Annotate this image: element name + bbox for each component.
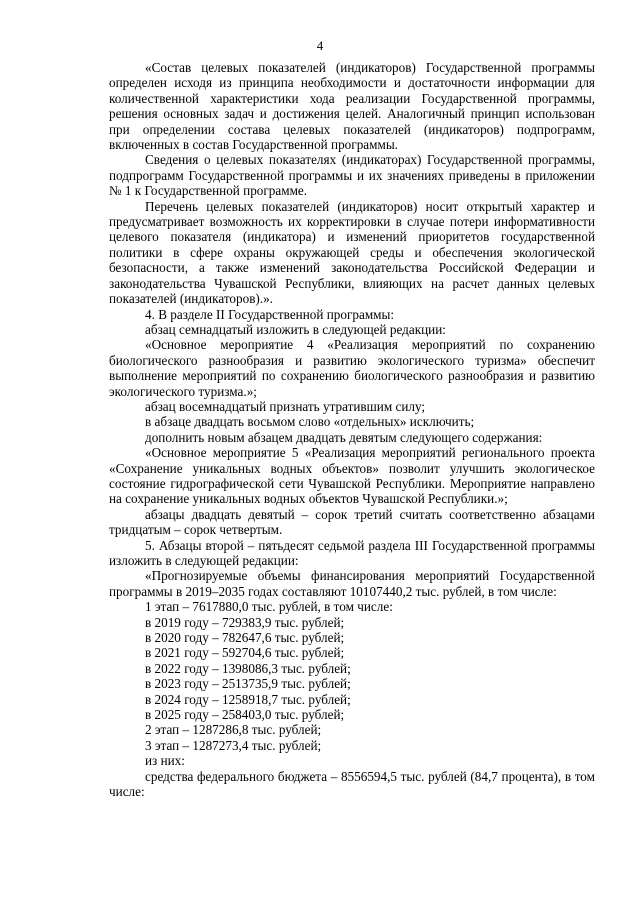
paragraph-amend-17: абзац семнадцатый изложить в следующей редакции: <box>145 321 446 337</box>
paragraph-stage-3: 3 этап – 1287273,4 тыс. рублей; <box>145 737 322 753</box>
page-number: 4 <box>316 38 324 53</box>
paragraph-indicators-composition: «Состав целевых показателей (индикаторов) Государственной программы определен исходя из принципа необходимости и достаточности информации для количественной характеристики хода реализации Государственной программы, решения основных задач и достижения целей. Аналогичный принцип использован при определении состава целевых показателей (индикаторов) подпрограмм, включенных в состав Государственной программы. <box>109 60 595 153</box>
list-item-2019: в 2019 году – 729383,9 тыс. рублей; <box>145 614 345 630</box>
list-item-2024: в 2024 году – 1258918,7 тыс. рублей; <box>145 691 351 707</box>
list-item-2023: в 2023 году – 2513735,9 тыс. рублей; <box>145 676 351 692</box>
paragraph-funding-total: «Прогнозируемые объемы финансирования мероприятий Государственной программы в 2019–2035 годах составляют 10107440,2 тыс. рублей, в том числе: <box>109 568 595 599</box>
paragraph-amend-28: в абзаце двадцать восьмом слово «отдельных» исключить; <box>145 414 475 430</box>
paragraph-section-2-heading: 4. В разделе II Государственной программы: <box>145 306 395 322</box>
paragraph-federal-budget: средства федерального бюджета – 8556594,5 тыс. рублей (84,7 процента), в том числе: <box>109 768 595 800</box>
list-item-2025: в 2025 году – 258403,0 тыс. рублей; <box>145 707 345 723</box>
paragraph-add-29: дополнить новым абзацем двадцать девятым следующего содержания: <box>145 429 543 445</box>
paragraph-section-3-heading: 5. Абзацы второй – пятьдесят седьмой раздела III Государственной программы изложить в следующей редакции: <box>109 537 595 568</box>
list-item-2020: в 2020 году – 782647,6 тыс. рублей; <box>145 630 345 646</box>
paragraph-amend-18: абзац восемнадцатый признать утратившим силу; <box>145 398 426 414</box>
list-item-2021: в 2021 году – 592704,6 тыс. рублей; <box>145 645 345 661</box>
paragraph-main-event-4: «Основное мероприятие 4 «Реализация мероприятий по сохранению биологического разнообразия и развитию экологического туризма» обеспечит выполнение мероприятий по сохранению биологического разнообразия и развитию экологического туризма.»; <box>109 337 595 399</box>
list-item-2022: в 2022 году – 1398086,3 тыс. рублей; <box>145 660 351 676</box>
paragraph-main-event-5: «Основное мероприятие 5 «Реализация мероприятий регионального проекта «Сохранение уникальных водных объектов» позволит улучшить экологическое состояние гидрографической сети Чувашской Республики. Мероприятие направлено на сохранение уникальных водных объектов Чувашской Республики.»; <box>109 445 595 507</box>
paragraph-stage-2: 2 этап – 1287286,8 тыс. рублей; <box>145 722 322 738</box>
document-body <box>109 60 595 800</box>
paragraph-renumber: абзацы двадцать девятый – сорок третий считать соответственно абзацами тридцатым – сорок четвертым. <box>109 506 595 538</box>
paragraph-of-them: из них: <box>145 753 185 769</box>
paragraph-indicators-info: Сведения о целевых показателях (индикаторах) Государственной программы, подпрограмм Государственной программы и их значениях приведены в приложении № 1 к Государственной программе. <box>109 152 595 199</box>
paragraph-indicators-list: Перечень целевых показателей (индикаторов) носит открытый характер и предусматривает возможность их корректировки в случае потери информативности целевого показателя (индикатора) и изменений приоритетов государственной политики в сфере охраны окружающей среды и обеспечения экологической безопасности, а также изменений законодательства Российской Федерации и законодательства Чувашской Республики, влияющих на расчет данных целевых показателей (индикаторов).». <box>109 198 595 307</box>
paragraph-stage-1: 1 этап – 7617880,0 тыс. рублей, в том числе: <box>145 599 393 615</box>
